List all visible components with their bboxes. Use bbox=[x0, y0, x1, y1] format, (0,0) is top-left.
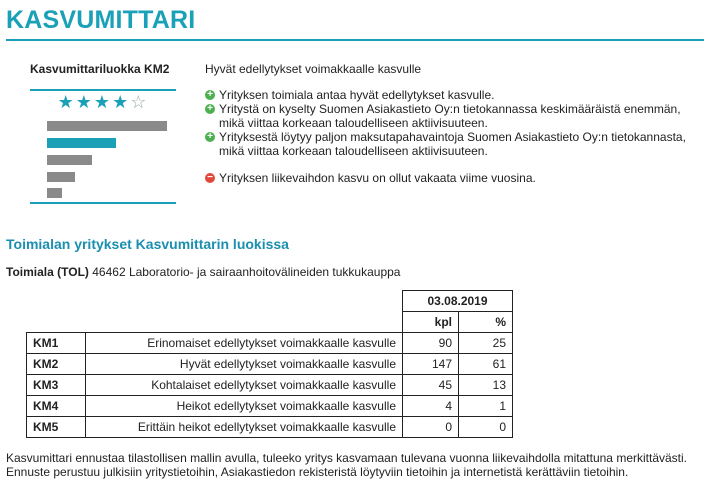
class-percent: 13 bbox=[459, 375, 513, 396]
class-count: 4 bbox=[403, 396, 459, 417]
star-rating bbox=[30, 92, 176, 112]
class-label: Erinomaiset edellytykset voimakkaalle kasvulle bbox=[86, 333, 403, 354]
negative-item bbox=[205, 171, 695, 185]
table-header-row bbox=[27, 312, 513, 333]
star-filled-icon: ★ bbox=[75, 92, 94, 112]
footer-line: Ennuste perustuu julkisiin yritystietoihin, Asiakastiedon rekisteristä löytyviin tietoihin ja internetistä kerättäviin tietoihin. bbox=[6, 465, 629, 479]
title-divider bbox=[6, 39, 704, 41]
plus-icon: + bbox=[205, 90, 215, 100]
col-header-count: kpl bbox=[403, 312, 459, 333]
rating-bar bbox=[47, 121, 167, 131]
class-count: 0 bbox=[403, 417, 459, 438]
rating-class-label: Kasvumittariluokka KM2 bbox=[30, 62, 170, 76]
footer-line: Kasvumittari ennustaa tilastollisen mallin avulla, tuleeko yritys kasvamaan tulevana vuonna liikevaihdolla mitattuna merkittävästi. bbox=[6, 451, 687, 465]
class-code: KM4 bbox=[27, 396, 86, 417]
meter-top-rule bbox=[30, 89, 176, 91]
class-code: KM5 bbox=[27, 417, 86, 438]
page-title: KASVUMITTARI bbox=[6, 6, 196, 34]
class-count: 90 bbox=[403, 333, 459, 354]
class-count: 45 bbox=[403, 375, 459, 396]
class-percent: 61 bbox=[459, 354, 513, 375]
class-percent: 25 bbox=[459, 333, 513, 354]
industry-value: 46462 Laboratorio- ja sairaanhoitovälineiden tukkukauppa bbox=[92, 265, 401, 279]
star-filled-icon: ★ bbox=[112, 92, 131, 112]
rating-bar bbox=[47, 138, 116, 148]
star-filled-icon: ★ bbox=[57, 92, 76, 112]
table-row bbox=[27, 375, 513, 396]
positive-item bbox=[205, 88, 695, 102]
class-percent: 1 bbox=[459, 396, 513, 417]
industry-label: Toimiala (TOL) bbox=[6, 265, 89, 279]
class-label: Kohtalaiset edellytykset voimakkaalle kasvulle bbox=[86, 375, 403, 396]
table-row bbox=[27, 396, 513, 417]
class-label: Heikot edellytykset voimakkaalle kasvulle bbox=[86, 396, 403, 417]
positive-text: Yrityksen toimiala antaa hyvät edellytykset kasvulle. bbox=[219, 88, 495, 102]
table-row bbox=[27, 333, 513, 354]
section-heading: Toimialan yritykset Kasvumittarin luokissa bbox=[6, 236, 289, 252]
class-label: Erittäin heikot edellytykset voimakkaalle kasvulle bbox=[86, 417, 403, 438]
table-date: 03.08.2019 bbox=[403, 291, 513, 312]
positive-item bbox=[205, 130, 695, 158]
rating-bar bbox=[47, 172, 75, 182]
positive-text: Yritystä on kyselty Suomen Asiakastieto Oy:n tietokannassa keskimääräistä enemmän, mikä viittaa korkeaan taloudelliseen aktiivisuuteen. bbox=[219, 102, 681, 130]
rating-bar bbox=[47, 155, 92, 165]
class-code: KM2 bbox=[27, 354, 86, 375]
star-empty-icon: ☆ bbox=[130, 92, 149, 112]
header bbox=[6, 4, 704, 41]
industry-class-table bbox=[26, 290, 513, 438]
rating-description bbox=[205, 62, 695, 185]
negative-list bbox=[205, 171, 695, 185]
plus-icon: + bbox=[205, 132, 215, 142]
table-row bbox=[27, 417, 513, 438]
industry-line bbox=[6, 265, 400, 279]
col-header-percent: % bbox=[459, 312, 513, 333]
footer-note bbox=[6, 451, 706, 479]
meter-bottom-rule bbox=[30, 202, 176, 204]
rating-headline: Hyvät edellytykset voimakkaalle kasvulle bbox=[205, 62, 422, 76]
star-filled-icon: ★ bbox=[93, 92, 113, 112]
class-label: Hyvät edellytykset voimakkaalle kasvulle bbox=[86, 354, 403, 375]
plus-icon: + bbox=[205, 104, 215, 114]
positive-item bbox=[205, 102, 695, 130]
class-percent: 0 bbox=[459, 417, 513, 438]
class-count: 147 bbox=[403, 354, 459, 375]
table-row bbox=[27, 354, 513, 375]
minus-icon: − bbox=[205, 173, 215, 183]
class-code: KM1 bbox=[27, 333, 86, 354]
positive-text: Yrityksestä löytyy paljon maksutapahavaintoja Suomen Asiakastieto Oy:n tietokannasta, mikä viittaa korkeaan taloudelliseen aktiivisuuteen. bbox=[219, 130, 686, 158]
rating-bar bbox=[47, 188, 62, 198]
table-date-row bbox=[27, 291, 513, 312]
positive-list bbox=[205, 88, 695, 158]
rating-meter bbox=[30, 86, 176, 204]
negative-text: Yrityksen liikevaihdon kasvu on ollut vakaata viime vuosina. bbox=[219, 171, 536, 185]
class-code: KM3 bbox=[27, 375, 86, 396]
